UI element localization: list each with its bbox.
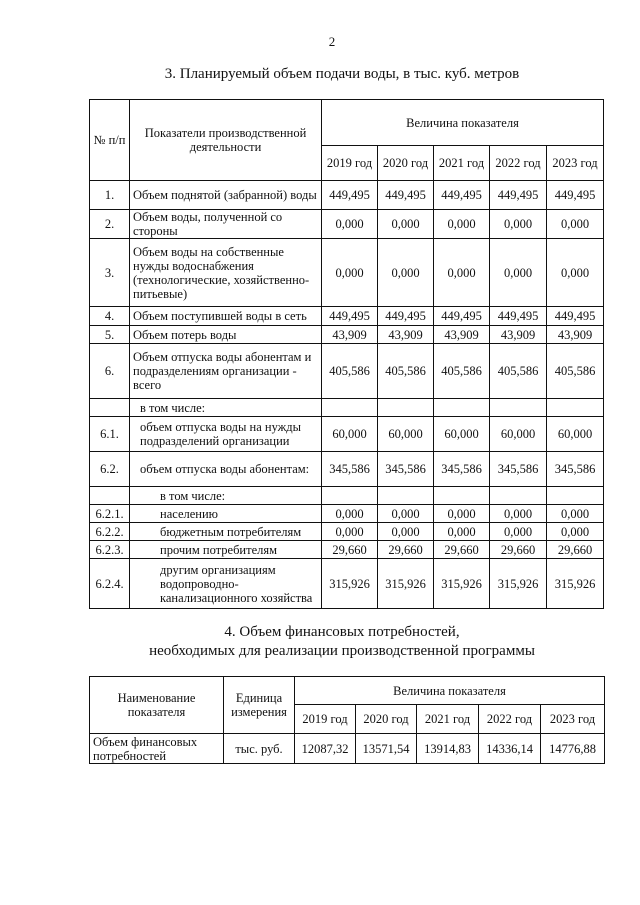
table-row	[90, 417, 604, 452]
row-value: 315,926	[322, 559, 378, 609]
row-label: Объем поступившей воды в сеть	[130, 307, 322, 326]
row-value: 0,000	[322, 523, 378, 541]
row-value	[322, 487, 378, 505]
row-value	[490, 399, 547, 417]
header-year: 2021 год	[434, 146, 490, 181]
row-value: 43,909	[434, 326, 490, 344]
row-value: 0,000	[547, 239, 604, 307]
row-value: 14336,14	[479, 734, 541, 764]
header-year: 2019 год	[322, 146, 378, 181]
row-label: прочим потребителям	[130, 541, 322, 559]
row-label: Объем воды, полученной со стороны	[130, 210, 322, 239]
row-label: объем отпуска воды на нужды подразделений организации	[130, 417, 322, 452]
row-label: объем отпуска воды абонентам:	[130, 452, 322, 487]
row-value: 315,926	[490, 559, 547, 609]
row-num: 3.	[90, 239, 130, 307]
row-value: 60,000	[547, 417, 604, 452]
row-value: 13914,83	[417, 734, 479, 764]
row-value: 345,586	[322, 452, 378, 487]
table-row	[90, 326, 604, 344]
row-value: 405,586	[547, 344, 604, 399]
row-label: населению	[130, 505, 322, 523]
table-row	[90, 452, 604, 487]
header-num: № п/п	[90, 100, 130, 181]
row-num: 1.	[90, 181, 130, 210]
row-value: 449,495	[434, 307, 490, 326]
row-num: 6.2.2.	[90, 523, 130, 541]
row-value: 0,000	[490, 523, 547, 541]
row-num: 2.	[90, 210, 130, 239]
row-value: 405,586	[378, 344, 434, 399]
row-value: 0,000	[378, 505, 434, 523]
row-num: 6.2.	[90, 452, 130, 487]
row-num	[90, 487, 130, 505]
section4-title-line1: 4. Объем финансовых потребностей,	[224, 624, 460, 640]
table-row	[90, 307, 604, 326]
row-value: 13571,54	[356, 734, 417, 764]
row-value: 345,586	[547, 452, 604, 487]
row-value: 0,000	[322, 505, 378, 523]
row-value: 60,000	[378, 417, 434, 452]
row-value: 345,586	[378, 452, 434, 487]
row-value	[322, 399, 378, 417]
row-num	[90, 399, 130, 417]
table-row	[90, 487, 604, 505]
row-value: 345,586	[490, 452, 547, 487]
financial-needs-table	[89, 676, 605, 764]
row-value	[547, 399, 604, 417]
row-value: 0,000	[434, 239, 490, 307]
table-row	[90, 210, 604, 239]
row-value: 449,495	[378, 307, 434, 326]
row-value: 0,000	[434, 210, 490, 239]
row-value: 14776,88	[541, 734, 605, 764]
row-label: в том числе:	[130, 487, 322, 505]
row-value: 43,909	[322, 326, 378, 344]
header-year: 2020 год	[356, 705, 417, 734]
section3-title: 3. Планируемый объем подачи воды, в тыс. куб. метров	[164, 66, 520, 82]
row-value: 315,926	[378, 559, 434, 609]
row-value: 0,000	[322, 239, 378, 307]
table-row	[90, 541, 604, 559]
row-value: 60,000	[490, 417, 547, 452]
row-value: 43,909	[378, 326, 434, 344]
row-value: 0,000	[378, 523, 434, 541]
row-value: 29,660	[490, 541, 547, 559]
row-value	[378, 487, 434, 505]
row-label: другим организациям водопроводно-канализационного хозяйства	[130, 559, 322, 609]
table-row	[90, 505, 604, 523]
row-value: 449,495	[547, 307, 604, 326]
row-value: 405,586	[322, 344, 378, 399]
header-value-group: Величина показателя	[295, 677, 605, 705]
header-year: 2021 год	[417, 705, 479, 734]
row-num: 6.2.1.	[90, 505, 130, 523]
table-row	[90, 239, 604, 307]
row-value: 0,000	[490, 505, 547, 523]
row-num: 4.	[90, 307, 130, 326]
row-value: 0,000	[378, 210, 434, 239]
header-year: 2023 год	[547, 146, 604, 181]
header-year: 2023 год	[541, 705, 605, 734]
row-value: 449,495	[434, 181, 490, 210]
row-value: 449,495	[490, 181, 547, 210]
table-row	[90, 523, 604, 541]
row-value: 449,495	[322, 307, 378, 326]
row-value: 405,586	[434, 344, 490, 399]
row-value: 449,495	[547, 181, 604, 210]
row-value: 43,909	[547, 326, 604, 344]
header-year: 2022 год	[490, 146, 547, 181]
row-value	[434, 399, 490, 417]
row-value	[434, 487, 490, 505]
row-value: 0,000	[547, 210, 604, 239]
row-label: Объем отпуска воды абонентам и подразделениям организации - всего	[130, 344, 322, 399]
header-name: Наименование показателя	[90, 677, 224, 734]
table-row	[90, 559, 604, 609]
row-unit: тыс. руб.	[224, 734, 295, 764]
row-label: Объем финансовых потребностей	[90, 734, 224, 764]
header-value-group: Величина показателя	[322, 100, 604, 146]
page-number: 2	[328, 34, 336, 49]
row-value: 0,000	[434, 505, 490, 523]
header-year: 2019 год	[295, 705, 356, 734]
water-supply-table	[89, 99, 604, 609]
row-value: 449,495	[322, 181, 378, 210]
row-value: 60,000	[322, 417, 378, 452]
row-value: 0,000	[547, 523, 604, 541]
header-year: 2020 год	[378, 146, 434, 181]
row-value: 405,586	[490, 344, 547, 399]
row-value: 345,586	[434, 452, 490, 487]
row-value: 29,660	[322, 541, 378, 559]
row-value: 0,000	[547, 505, 604, 523]
row-value: 0,000	[322, 210, 378, 239]
row-value: 43,909	[490, 326, 547, 344]
row-num: 6.2.3.	[90, 541, 130, 559]
row-value	[547, 487, 604, 505]
row-value: 0,000	[490, 210, 547, 239]
row-value: 0,000	[378, 239, 434, 307]
header-indicator: Показатели производственной деятельности	[130, 100, 322, 181]
row-num: 6.1.	[90, 417, 130, 452]
row-value: 12087,32	[295, 734, 356, 764]
row-value: 29,660	[434, 541, 490, 559]
table-row	[90, 344, 604, 399]
header-year: 2022 год	[479, 705, 541, 734]
table-row	[90, 734, 605, 764]
row-value: 29,660	[547, 541, 604, 559]
row-num: 6.	[90, 344, 130, 399]
table-row	[90, 181, 604, 210]
header-unit: Единица измерения	[224, 677, 295, 734]
row-num: 6.2.4.	[90, 559, 130, 609]
row-value: 315,926	[434, 559, 490, 609]
row-value: 60,000	[434, 417, 490, 452]
table-row	[90, 399, 604, 417]
row-value: 449,495	[378, 181, 434, 210]
row-value	[378, 399, 434, 417]
row-value: 29,660	[378, 541, 434, 559]
row-label: Объем потерь воды	[130, 326, 322, 344]
row-value	[490, 487, 547, 505]
row-label: в том числе:	[130, 399, 322, 417]
row-label: бюджетным потребителям	[130, 523, 322, 541]
section4-title-line2: необходимых для реализации производственной программы	[149, 643, 535, 659]
row-value: 315,926	[547, 559, 604, 609]
row-value: 449,495	[490, 307, 547, 326]
row-label: Объем воды на собственные нужды водоснабжения (технологические, хозяйственно-питьевые)	[130, 239, 322, 307]
row-value: 0,000	[490, 239, 547, 307]
row-value: 0,000	[434, 523, 490, 541]
row-label: Объем поднятой (забранной) воды	[130, 181, 322, 210]
section4-title	[22, 623, 640, 661]
row-num: 5.	[90, 326, 130, 344]
